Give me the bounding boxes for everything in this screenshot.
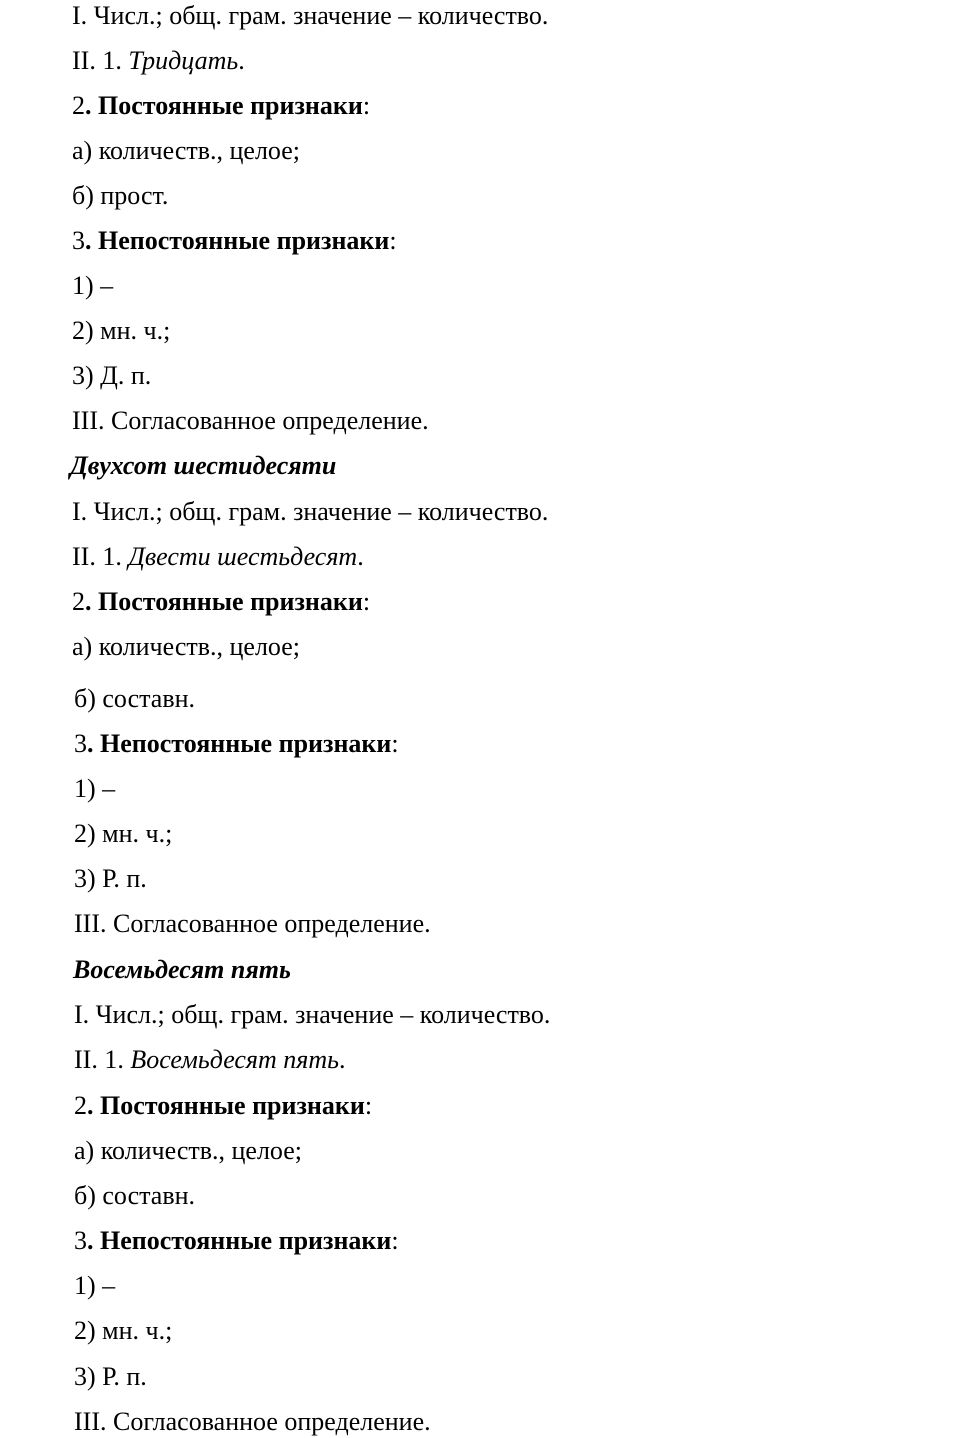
s3-variable-label: . Непостоянные признаки [87,1226,392,1255]
s1-syntax-role: III. Согласованное определение. [72,406,429,435]
s3-variable-num: 3 [74,1226,87,1255]
s3-title: Восемьдесят пять [73,955,291,984]
s1-constant-colon: : [362,91,371,120]
s2-constant-label: . Постоянные признаки [85,587,363,616]
s3-initial-form-prefix: II. 1. [74,1045,131,1074]
s2-initial-form: Двести шестьдесят [128,542,358,571]
s1-initial-form-line [72,45,245,77]
s3-variable-3: 3) Р. п. [74,1362,147,1391]
s2-initial-form-line [72,541,364,573]
s2-variable-num: 3 [74,729,87,758]
s1-initial-form: Тридцать [128,46,239,75]
s3-constant-num: 2 [74,1091,87,1120]
s2-variable-2: 2) мн. ч.; [74,819,173,848]
s1-constant-num: 2 [72,91,85,120]
s3-variable-2: 2) мн. ч.; [74,1316,173,1345]
s2-initial-form-suffix: . [357,542,364,571]
s2-class-line: I. Числ.; общ. грам. значение – количество. [72,497,549,526]
s3-variable-colon: : [391,1226,399,1255]
s2-variable-3: 3) Р. п. [74,864,147,893]
s3-constant-label: . Постоянные признаки [87,1091,365,1120]
s2-constant-features-heading [72,586,370,618]
s1-constant-features-heading [72,90,370,122]
s2-title: Двухсот шестидесяти [70,451,337,480]
s1-feature-b: б) прост. [72,181,169,210]
s1-variable-label: . Непостоянные признаки [85,226,390,255]
s1-variable-colon: : [389,226,397,255]
s1-variable-2: 2) мн. ч.; [72,316,171,345]
s2-constant-num: 2 [72,587,85,616]
s3-constant-features-heading [74,1090,372,1122]
s3-initial-form: Восемьдесят пять [130,1045,339,1074]
s2-variable-1: 1) – [74,774,116,803]
s1-feature-a: а) количеств., целое; [72,136,301,165]
s2-syntax-role: III. Согласованное определение. [74,909,431,938]
s2-initial-form-prefix: II. 1. [72,542,129,571]
s1-constant-label: . Постоянные признаки [85,91,363,120]
s3-syntax-role: III. Согласованное определение. [74,1407,431,1436]
s3-feature-a: а) количеств., целое; [74,1136,303,1165]
s2-feature-b: б) составн. [74,684,196,713]
s2-constant-colon: : [362,587,371,616]
s1-variable-features-heading [72,225,397,257]
s1-initial-form-suffix: . [238,46,245,75]
s1-variable-1: 1) – [72,271,114,300]
s1-initial-form-prefix: II. 1. [72,46,129,75]
s3-class-line: I. Числ.; общ. грам. значение – количество. [74,1000,551,1029]
s3-initial-form-suffix: . [339,1045,346,1074]
s3-feature-b: б) составн. [74,1181,196,1210]
s1-variable-num: 3 [72,226,85,255]
s1-class-line: I. Числ.; общ. грам. значение – количество. [72,1,549,30]
s1-variable-3: 3) Д. п. [72,361,152,390]
s3-variable-1: 1) – [74,1271,116,1300]
s2-variable-features-heading [74,728,399,760]
s2-variable-colon: : [391,729,399,758]
s2-variable-label: . Непостоянные признаки [87,729,392,758]
s3-constant-colon: : [364,1091,373,1120]
s2-feature-a: а) количеств., целое; [72,632,301,661]
s3-initial-form-line [74,1044,346,1076]
s3-variable-features-heading [74,1225,399,1257]
